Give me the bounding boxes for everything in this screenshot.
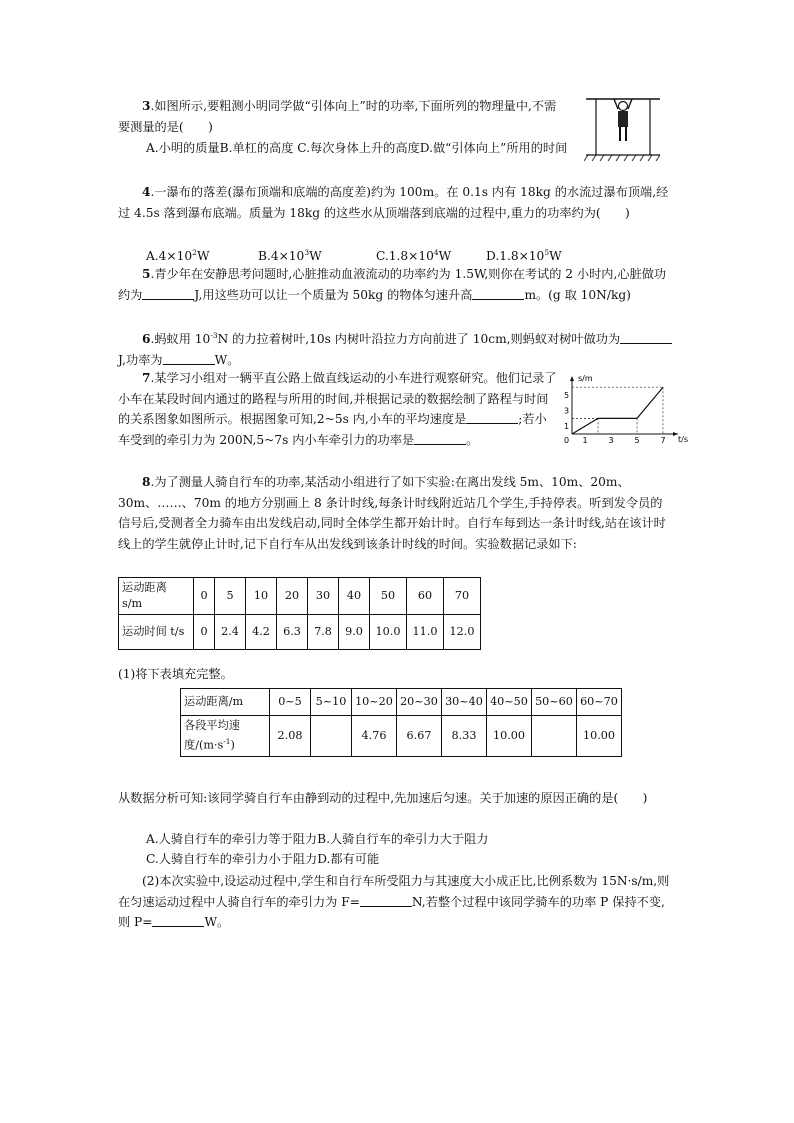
series-line [572, 387, 663, 434]
guide-lines [572, 387, 663, 434]
option-c: C.每次身体上升的高度 [297, 141, 420, 155]
question-number: 8 [142, 475, 151, 489]
y-tick-labels [564, 391, 569, 431]
x-tick-label: 1 [582, 436, 588, 444]
table-cell: 10~20 [352, 689, 397, 716]
table-cell: 10.00 [577, 716, 622, 757]
table-cell: 50 [370, 578, 407, 615]
table-cell: 5~10 [311, 689, 352, 716]
question-stem: .一瀑布的落差(瀑布顶端和底端的高度差)约为 100m。在 0.1s 内有 18kg 的水流过瀑布顶端,经过 4.5s 落到瀑布底端。质量为 18kg 的这些水从顶端落到底端的过程中,重力的功率约为( ) [118, 185, 669, 220]
table-cell: 30 [308, 578, 339, 615]
table-cell: 10.0 [370, 615, 407, 650]
option-a: $A.4\times 10^2W$ [146, 248, 210, 264]
y-tick-label: 5 [564, 391, 570, 400]
option-c: $C.1.8\times 10^4W$ [376, 248, 452, 264]
question-3 [118, 96, 558, 137]
question-number: 5 [142, 267, 151, 281]
table-cell: 7.8 [308, 615, 339, 650]
x-tick-label: 0 [564, 436, 570, 444]
option-a: A.小明的质量 [146, 141, 220, 155]
table-cell: 2.4 [215, 615, 246, 650]
question-6: 6.蚂蚁用 $10^{-3}N$ 的力拉着树叶,10s 内树叶沿拉力方向前进了 10cm,则蚂蚁对树叶做功为J,功率为 W。 [118, 326, 674, 370]
option-b: $B.4\times 10^3W$ [258, 248, 322, 264]
option-d: D.都有可能 [317, 852, 380, 866]
table-cell: 6.3 [277, 615, 308, 650]
answer-blank[interactable] [414, 432, 466, 445]
analysis-options-1 [118, 829, 702, 850]
table-cell: 40 [339, 578, 370, 615]
option-b: B.单杠的高度 [219, 141, 294, 155]
table-cell: 2.08 [270, 716, 311, 757]
x-axis-label: t/s [678, 435, 688, 444]
question-stem: .为了测量人骑自行车的功率,某活动小组进行了如下实验:在离出发线 5m、10m、20m、30m、……、70m 的地方分别画上 8 条计时线,每条计时线附近站几个学生,手持停表。听到发令员的信号后,受测者全力骑车由出发线启动,同时全体学生都开始计时。自行车每到达一条计时线,站在该计时线上的学生就停止计时,记下自行车从出发线到该条计时线的时间。实验数据记录如下: [118, 475, 666, 551]
answer-blank[interactable] [472, 287, 524, 300]
table-cell: 0 [194, 615, 215, 650]
y-tick-label: 1 [564, 422, 570, 432]
table-cell: 8.33 [442, 716, 487, 757]
question-7: 7.某学习小组对一辆平直公路上做直线运动的小车进行观察研究。他们记录了小车在某段时间内通过的路程与所用的时间,并根据记录的数据绘制了路程与时间的关系图象如图所示。根据图象可知,2~5s 内,小车的平均速度是 ;若小车受到的牵引力为 200N,5~7s 内小车牵引力的功率是 。 [118, 371, 557, 447]
option-d: $D.1.8\times 10^5W$ [486, 248, 562, 264]
question-stem: .如图所示,要粗测小明同学做“引体向上”时的功率,下面所列的物理量中,不需要测量的是( ) [118, 99, 557, 134]
question-number: 6 [142, 332, 151, 347]
question-4 [118, 182, 674, 223]
table-row [119, 578, 481, 615]
table-cell: 40~50 [487, 689, 532, 716]
question-number: 7 [142, 371, 151, 385]
table-cell: 4.76 [352, 716, 397, 757]
x-tick-labels [564, 436, 666, 444]
row-label: 各段平均速度$/(m\cdot s^{-1})$ [181, 716, 270, 757]
table-cell: 60 [407, 578, 444, 615]
table-cell: 70 [444, 578, 481, 615]
table-row [119, 615, 481, 650]
answer-cell[interactable] [311, 716, 352, 757]
question-5: 5.青少年在安静思考问题时,心脏推动血液流动的功率约为 1.5W,则你在考试的 2 小时内,心脏做功约为 J,用这些功可以让一个质量为 50kg 的物体匀速升高 m。(g 取 10N/kg) [118, 267, 667, 302]
analysis-text: 从数据分析可知:该同学骑自行车由静到动的过程中,先加速后匀速。关于加速的原因正确的是( ) [118, 791, 648, 805]
y-axis-label: s/m [578, 374, 593, 383]
answer-blank[interactable] [163, 352, 215, 365]
table-cell: 0 [194, 578, 215, 615]
row-label: 运动距离 s/m [119, 578, 194, 615]
distance-time-graph [560, 372, 700, 444]
x-tick-label: 7 [660, 436, 666, 444]
analysis-options-2 [118, 849, 702, 870]
x-tick-label: 3 [608, 436, 614, 444]
data-table-1 [118, 577, 481, 650]
table-cell: 20~30 [397, 689, 442, 716]
answer-blank[interactable] [466, 411, 518, 424]
table-cell: 20 [277, 578, 308, 615]
table-cell: 9.0 [339, 615, 370, 650]
table-cell: 30~40 [442, 689, 487, 716]
option-d: D.做“引体向上”所用的时间 [419, 141, 568, 155]
option-c: C.人骑自行车的牵引力小于阻力 [146, 852, 318, 866]
pullup-figure [584, 95, 662, 165]
table-cell: 5 [215, 578, 246, 615]
answer-blank[interactable] [142, 287, 194, 300]
table-row [181, 716, 622, 757]
answer-cell[interactable] [532, 716, 577, 757]
table-cell: 60~70 [577, 689, 622, 716]
x-tick-label: 5 [634, 436, 640, 444]
table-cell: 10 [246, 578, 277, 615]
row-label: 运动距离/m [181, 689, 270, 716]
table-cell: 4.2 [246, 615, 277, 650]
sub-question-1: (1)将下表填充完整。 [118, 667, 233, 681]
table-cell: 10.00 [487, 716, 532, 757]
table-cell: 11.0 [407, 615, 444, 650]
row-label: 运动时间 t/s [119, 615, 194, 650]
table-cell: 12.0 [444, 615, 481, 650]
table-cell: 6.67 [397, 716, 442, 757]
y-tick-label: 3 [564, 406, 570, 416]
data-table-2 [180, 688, 622, 757]
option-b: B.人骑自行车的牵引力大于阻力 [317, 832, 489, 846]
table-cell: 0~5 [270, 689, 311, 716]
table-cell: 50~60 [532, 689, 577, 716]
question-8 [118, 472, 674, 554]
answer-blank[interactable] [360, 894, 412, 907]
sub-question-2: (2)本次实验中,设运动过程中,学生和自行车所受阻力与其速度大小成正比,比例系数为 15N·s/m,则在匀速运动过程中人骑自行车的牵引力为 F= N,若整个过程中该同学骑车的功率 P 保持不变,则 P= W。 [118, 874, 670, 929]
answer-blank[interactable] [152, 914, 204, 927]
question-number: 3 [142, 99, 151, 113]
answer-blank[interactable] [620, 331, 672, 344]
question-number: 4 [142, 185, 151, 199]
question-3-options [118, 138, 586, 159]
table-row [181, 689, 622, 716]
option-a: A.人骑自行车的牵引力等于阻力 [146, 832, 318, 846]
